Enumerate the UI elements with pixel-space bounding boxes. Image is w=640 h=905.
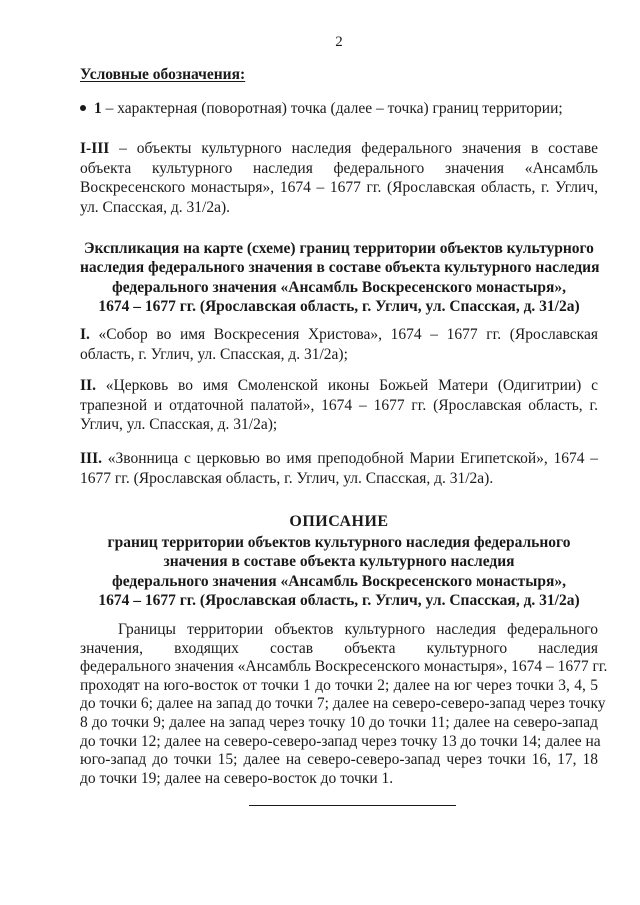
description-heading-line: границ территории объектов культурного наследия федерального	[107, 534, 571, 551]
explication-heading-line: 1674 – 1677 гг. (Ярославская область, г. Углич, ул. Спасская, д. 31/2а)	[98, 298, 580, 316]
description-heading	[80, 533, 598, 611]
legend-objects-marker: I-III	[80, 140, 110, 157]
description-heading-line: значения в составе объекта культурного наследия	[163, 553, 515, 571]
bullet-icon	[80, 105, 86, 111]
explication-item-marker: I.	[80, 326, 90, 343]
description-body-line: федерального значения «Ансамбль Воскресенского монастыря», 1674 – 1677 гг.	[80, 658, 608, 676]
description-body-line: Границы территории объектов культурного наследия федерального	[118, 621, 598, 638]
legend-point-marker: 1	[94, 100, 102, 117]
description-body	[80, 621, 608, 788]
explication-item-2	[80, 376, 598, 435]
legend-objects-entry	[80, 139, 598, 217]
explication-item-text: «Звонница с церковью во имя преподобной Марии Египетской», 1674 – 1677 гг. (Ярославская область, г. Углич, ул. Спасская, д. 31/2а).	[80, 450, 598, 487]
explication-item-marker: III.	[80, 450, 102, 467]
legend-point-text: – характерная (поворотная) точка (далее – точка) границ территории;	[101, 100, 563, 117]
explication-heading-line: федерального значения «Ансамбль Воскресенского монастыря»,	[111, 278, 566, 296]
document-page	[80, 0, 608, 905]
description-body-line: до точки 19; далее на северо-восток до точки 1.	[80, 769, 394, 787]
description-heading-line: федерального значения «Ансамбль Воскресенского монастыря»,	[111, 572, 566, 590]
explication-item-3	[80, 449, 598, 488]
description-body-line: проходят на юго-восток от точки 1 до точки 2; далее на юг через точки 3, 4, 5	[80, 676, 598, 694]
explication-item-text: «Церковь во имя Смоленской иконы Божьей Матери (Одигитрии) с трапезной и отдаточной палатой», 1674 – 1677 гг. (Ярославская область, г. Углич, ул. Спасская, д. 31/2а);	[80, 377, 598, 434]
explication-heading-line: Экспликация на карте (схеме) границ территории объектов культурного	[84, 240, 594, 257]
explication-heading-line: наследия федерального значения в составе объекта культурного наследия	[80, 259, 600, 277]
explication-item-marker: II.	[80, 377, 96, 394]
description-body-line: юго-запад до точки 15; далее на северо-северо-запад через точки 16, 17, 18	[80, 751, 598, 769]
description-body-line: до точки 6; далее на запад до точки 7; далее на северо-северо-запад через точку	[80, 695, 606, 713]
explication-item-text: «Собор во имя Воскресения Христова», 1674 – 1677 гг. (Ярославская область, г. Углич, ул. Спасская, д. 31/2а);	[80, 326, 598, 363]
legend-title: Условные обозначения:	[80, 66, 246, 83]
legend-point-entry	[80, 99, 598, 118]
closing-divider	[249, 805, 456, 806]
description-title: ОПИСАНИЕ	[289, 513, 389, 530]
description-body-line: значения, входящих состав объекта культурного наследия	[80, 639, 598, 657]
page-number: 2	[335, 34, 343, 50]
description-body-line: 8 до точки 9; далее на запад через точку 10 до точки 11; далее на северо-запад	[80, 713, 598, 731]
legend-objects-text: – объекты культурного наследия федерального значения в составе объекта культурного наследия федерального значения «Ансамбль Воскресенского монастыря», 1674 – 1677 гг. (Ярославская область, г. Углич, ул. Спасская, д. 31/2а).	[80, 140, 598, 216]
explication-item-1	[80, 325, 598, 364]
description-body-line: до точки 12; далее на северо-северо-запад через точку 13 до точки 14; далее на	[80, 732, 601, 750]
explication-heading	[80, 239, 598, 317]
description-heading-line: 1674 – 1677 гг. (Ярославская область, г. Углич, ул. Спасская, д. 31/2а)	[98, 592, 580, 610]
